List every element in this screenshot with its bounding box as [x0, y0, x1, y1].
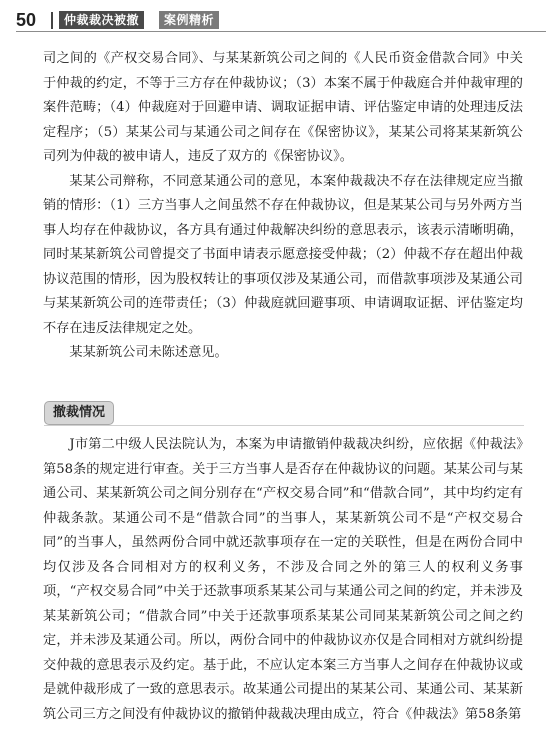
paragraph-court-ruling: J市第二中级人民法院认为，本案为申请撤销仲裁裁决纠纷，应依据《仲裁法》第58条的规定进行审查。关于三方当事人是否存在仲裁协议的问题。某某公司与某通公司、某某新筑公司之间分别存在“产权交易合同”和“借款合同”，其中均约定有仲裁条款。某通公司不是“借款合同”的当事人，某某新筑公司不是“产权交易合同”的当事人，虽然两份合同中就还款事项存在一定的关联性，但是在两份合同中均仅涉及各合同相对方的权利义务，不涉及合同之外的第三人的权利义务事项，“产权交易合同”中关于还款事项系某某公司与某通公司之间的约定，并未涉及某某新筑公司；“借款合同”中关于还款事项系某某公司同某某新筑公司之间之约定，并未涉及某通公司。所以，两份合同中的仲裁协议亦仅是合同相对方就纠纷提交仲裁的意思表示及约定。基于此，不应认定本案三方当事人之间存在仲裁协议或是就仲裁形成了一致的意思表示。故某通公司提出的某某公司、某通公司、某某新筑公司三方之间没有仲裁协议的撤销仲裁裁决理由成立，符合《仲裁法》第58条第: [43, 437, 523, 722]
header-divider: [51, 12, 53, 29]
paragraph-continued: 司之间的《产权交易合同》、与某某新筑公司之间的《人民币资金借款合同》中关于仲裁的约定，不等于三方存在仲裁协议；（3）本案不属于仲裁庭合并仲裁审理的案件范畴；（4）仲裁庭对于回避申请、调取证据申请、评估鉴定申请的处理违反法定程序；（5）某某公司与某通公司之间存在《保密协议》，某某公司将某某新筑公司列为仲裁的被申请人，违反了双方的《保密协议》。: [43, 51, 523, 164]
book-title: 仲裁裁决被撤: [59, 11, 144, 29]
section-heading: 撤裁情况: [44, 401, 114, 425]
body-text: [43, 47, 523, 366]
section-label: 案例精析: [159, 11, 219, 29]
paragraph-no-statement: 某某新筑公司未陈述意见。: [69, 345, 228, 360]
section-body: [43, 433, 523, 727]
running-header: [16, 9, 546, 32]
page-number: 50: [16, 10, 37, 30]
heading-rule: [44, 425, 524, 426]
paragraph-defense: 某某公司辩称，不同意某通公司的意见，本案仲裁裁决不存在法律规定应当撤销的情形：（1）三方当事人之间虽然不存在仲裁协议，但是某某公司与另外两方当事人均存在仲裁协议，各方具有通过仲裁解决纠纷的意思表示，该表示清晰明确，同时某某新筑公司曾提交了书面申请表示愿意接受仲裁；（2）仲裁不存在超出仲裁协议范围的情形，因为股权转让的事项仅涉及某通公司，而借款事项涉及某通公司与某某新筑公司的连带责任；（3）仲裁庭就回避事项、申请调取证据、评估鉴定均不存在违反法律规定之处。: [43, 173, 523, 336]
